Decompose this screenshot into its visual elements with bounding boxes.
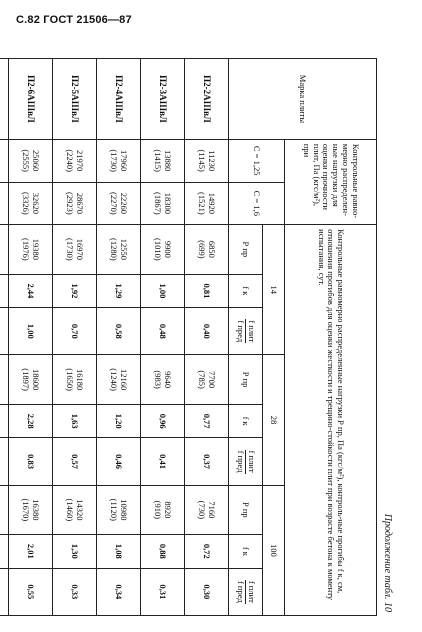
- p28-cell: [9, 355, 53, 404]
- load-c125-cell: [141, 139, 185, 182]
- load-c16-cell-kgf-value: (3326): [21, 191, 32, 215]
- p14-cell-kgf-value: (1730): [65, 238, 76, 261]
- c-label-2: С = 1,6: [229, 182, 285, 225]
- load-c125-cell-kgf-value: (2555): [21, 149, 32, 172]
- sub-p-14: Р пр: [229, 225, 263, 274]
- table-row: [9, 59, 53, 616]
- sub-p-28: Р пр: [229, 355, 263, 404]
- brand-cell: [0, 59, 9, 140]
- p14-cell-kgf-value: (1280): [109, 238, 120, 261]
- p100-cell: [53, 485, 97, 534]
- r14-cell: [0, 308, 9, 355]
- p28-cell: [0, 355, 9, 404]
- load-c16-cell: [185, 182, 229, 225]
- f28-cell: 1,20: [97, 404, 141, 438]
- table-row: [141, 59, 185, 616]
- p28-cell-kgf-value: (983): [153, 370, 164, 389]
- p28-cell-kgf-value: (785): [197, 370, 208, 389]
- main-header: Контрольные равномерно распределенные нагрузки Р пр, Па (кгс/м²), контроль-ные прогибы f к, см, отношения прогибов для оценки жесткости и трещино-стойкости плит при возрасте бетона к моменту испытания, сут.: [285, 225, 377, 616]
- p28-cell-kgf-value: (1240): [109, 368, 120, 391]
- r28-cell: 0,83: [9, 438, 53, 485]
- brand-cell: П2-4АIIIвЛ: [97, 59, 141, 140]
- load-c16-cell-value: 32620: [31, 192, 42, 214]
- p100-cell: [97, 485, 141, 534]
- load-c125-cell-value: 25060: [31, 150, 42, 172]
- r28-cell: 0,41: [141, 438, 185, 485]
- p28-cell-value: 9640: [163, 371, 174, 389]
- p28-cell-value: 16180: [75, 368, 86, 391]
- f14-cell: 1,92: [53, 274, 97, 308]
- sub-f-100: f к: [229, 535, 263, 569]
- r14-cell: 0,40: [185, 308, 229, 355]
- load-c16-cell: [9, 182, 53, 225]
- p14-cell: [0, 225, 9, 274]
- table-row: [185, 59, 229, 616]
- f100-cell: 2,01: [9, 535, 53, 569]
- p100-cell-kgf-value: (1460): [65, 498, 76, 522]
- page-header: С.82 ГОСТ 21506—87: [16, 14, 132, 26]
- r100-cell: 0,33: [53, 568, 97, 615]
- ratio-den: f пред: [236, 320, 247, 343]
- p14-cell-value: 6850: [207, 240, 218, 258]
- f28-cell: 0,96: [141, 404, 185, 438]
- r14-cell: 0,58: [97, 308, 141, 355]
- p28-cell-value: 12160: [119, 368, 130, 391]
- load-c125-cell-kgf-value: (1730): [109, 149, 120, 172]
- f28-cell: 0,77: [185, 404, 229, 438]
- sub-ratio-100: [229, 568, 263, 615]
- age-28: 28: [263, 355, 285, 485]
- load-c125-cell: [185, 139, 229, 182]
- p28-cell-kgf-value: (1650): [65, 368, 76, 391]
- p14-cell-value: 12550: [119, 238, 130, 260]
- load-c125-cell-value: 17960: [119, 150, 130, 172]
- r100-cell: 0,30: [185, 568, 229, 615]
- f14-cell: 0,81: [185, 274, 229, 308]
- r28-cell: 0,46: [97, 438, 141, 485]
- load-c16-cell: [141, 182, 185, 225]
- r100-cell: [0, 568, 9, 615]
- p100-cell: [141, 485, 185, 534]
- p14-cell: [185, 225, 229, 274]
- load-c125-cell: [0, 139, 9, 182]
- brand-cell: П2-6АIIIвЛ: [9, 59, 53, 140]
- f28-cell: [0, 404, 9, 438]
- f14-cell: 1,29: [97, 274, 141, 308]
- rotated-table-area: [21, 58, 395, 618]
- f100-cell: [0, 535, 9, 569]
- load-c16-cell: [0, 182, 9, 225]
- r100-cell: 0,55: [9, 568, 53, 615]
- table-row: [97, 59, 141, 616]
- load-c125-cell-value: 13880: [163, 150, 174, 172]
- sub-f-14: f к: [229, 274, 263, 308]
- r14-cell: 0,48: [141, 308, 185, 355]
- ratio-num: f плит: [246, 320, 257, 343]
- f28-cell: 2,28: [9, 404, 53, 438]
- r28-cell: 0,57: [53, 438, 97, 485]
- p14-cell: [9, 225, 53, 274]
- p14-cell: [53, 225, 97, 274]
- p14-cell: [141, 225, 185, 274]
- f100-cell: 0,88: [141, 535, 185, 569]
- p100-cell: [185, 485, 229, 534]
- load-c16-cell-kgf-value: (1521): [197, 191, 208, 215]
- col-header-brand: Марка плиты: [229, 59, 377, 140]
- load-c125-cell-value: 21970: [75, 150, 86, 172]
- load-c16-cell: [97, 182, 141, 225]
- sub-ratio-28: [229, 438, 263, 485]
- p100-cell-kgf-value: (1670): [21, 498, 32, 522]
- brand-cell: П2-5АIIIвЛ: [53, 59, 97, 140]
- p28-cell-value: 18600: [31, 368, 42, 391]
- p14-cell-value: 19380: [31, 238, 42, 260]
- load-c16-cell-value: 28670: [75, 192, 86, 214]
- r14-cell: 0,70: [53, 308, 97, 355]
- p28-cell-kgf-value: (1897): [21, 368, 32, 391]
- load-c16-cell-kgf-value: (1867): [153, 191, 164, 215]
- p14-cell-value: 16970: [75, 238, 86, 260]
- p100-cell: [9, 485, 53, 534]
- p14-cell-kgf-value: (699): [197, 240, 208, 259]
- table-row: [53, 59, 97, 616]
- load-c16-cell-kgf-value: (2923): [65, 191, 76, 215]
- r14-cell: 1,00: [9, 308, 53, 355]
- age-100: 100: [263, 485, 285, 615]
- p14-cell-kgf-value: (1010): [153, 238, 164, 261]
- load-c125-cell: [97, 139, 141, 182]
- load-c16-cell-value: 22260: [119, 192, 130, 214]
- load-c125-cell-kgf-value: (2240): [65, 149, 76, 172]
- p100-cell-value: 16380: [31, 499, 42, 521]
- p28-cell: [141, 355, 185, 404]
- p14-cell-kgf-value: (1976): [21, 238, 32, 261]
- p28-cell: [53, 355, 97, 404]
- c-label-1: С = 1,25: [229, 139, 285, 182]
- sub-p-100: Р пр: [229, 485, 263, 534]
- brand-cell: П2-2АIIIвЛ: [185, 59, 229, 140]
- p100-cell-value: 10980: [119, 499, 130, 521]
- f14-cell: 1,00: [141, 274, 185, 308]
- table-row: [0, 59, 9, 616]
- ratio-num: f плит: [246, 580, 257, 603]
- p100-cell-value: 14320: [75, 499, 86, 521]
- p14-cell-value: 9900: [163, 240, 174, 258]
- load-c16-cell-kgf-value: (2270): [109, 191, 120, 215]
- p100-cell: [0, 485, 9, 534]
- load-c125-cell: [9, 139, 53, 182]
- load-c125-cell: [53, 139, 97, 182]
- ratio-num: f плит: [246, 450, 257, 473]
- brand-cell: П2-3АIIIвЛ: [141, 59, 185, 140]
- continuation-label: Продолжение табл. 10: [382, 513, 393, 612]
- f100-cell: 0,72: [185, 535, 229, 569]
- f100-cell: 1,08: [97, 535, 141, 569]
- load-c16-cell-value: 14920: [207, 192, 218, 214]
- load-c16-cell: [53, 182, 97, 225]
- load-c125-cell-kgf-value: (1145): [197, 149, 208, 172]
- f100-cell: 1,30: [53, 535, 97, 569]
- p28-cell-value: 7700: [207, 371, 218, 389]
- p100-cell-kgf-value: (910): [153, 500, 164, 520]
- p100-cell-kgf-value: (730): [197, 500, 208, 520]
- f14-cell: [0, 274, 9, 308]
- load-table: [0, 58, 377, 616]
- load-c125-cell-kgf-value: (1415): [153, 149, 164, 172]
- p28-cell: [185, 355, 229, 404]
- f14-cell: 2,44: [9, 274, 53, 308]
- load-c16-cell-value: 18300: [163, 192, 174, 214]
- p28-cell: [97, 355, 141, 404]
- load-c125-cell-value: 11230: [207, 150, 218, 172]
- r100-cell: 0,34: [97, 568, 141, 615]
- p14-cell: [97, 225, 141, 274]
- age-14: 14: [263, 225, 285, 355]
- ratio-den: f пред: [236, 580, 247, 603]
- sub-f-28: f к: [229, 404, 263, 438]
- p100-cell-value: 8920: [163, 501, 174, 519]
- r100-cell: 0,31: [141, 568, 185, 615]
- p100-cell-value: 7160: [207, 501, 218, 519]
- r28-cell: 0,37: [185, 438, 229, 485]
- control-load-header: Контрольные равно-мерно распределен-ные нагрузки для оценки прочности плит, Па (кгс/м²), при: [285, 139, 377, 224]
- r28-cell: [0, 438, 9, 485]
- ratio-den: f пред: [236, 450, 247, 473]
- f28-cell: 1,63: [53, 404, 97, 438]
- sub-ratio-14: [229, 308, 263, 355]
- p100-cell-kgf-value: (1120): [109, 498, 120, 521]
